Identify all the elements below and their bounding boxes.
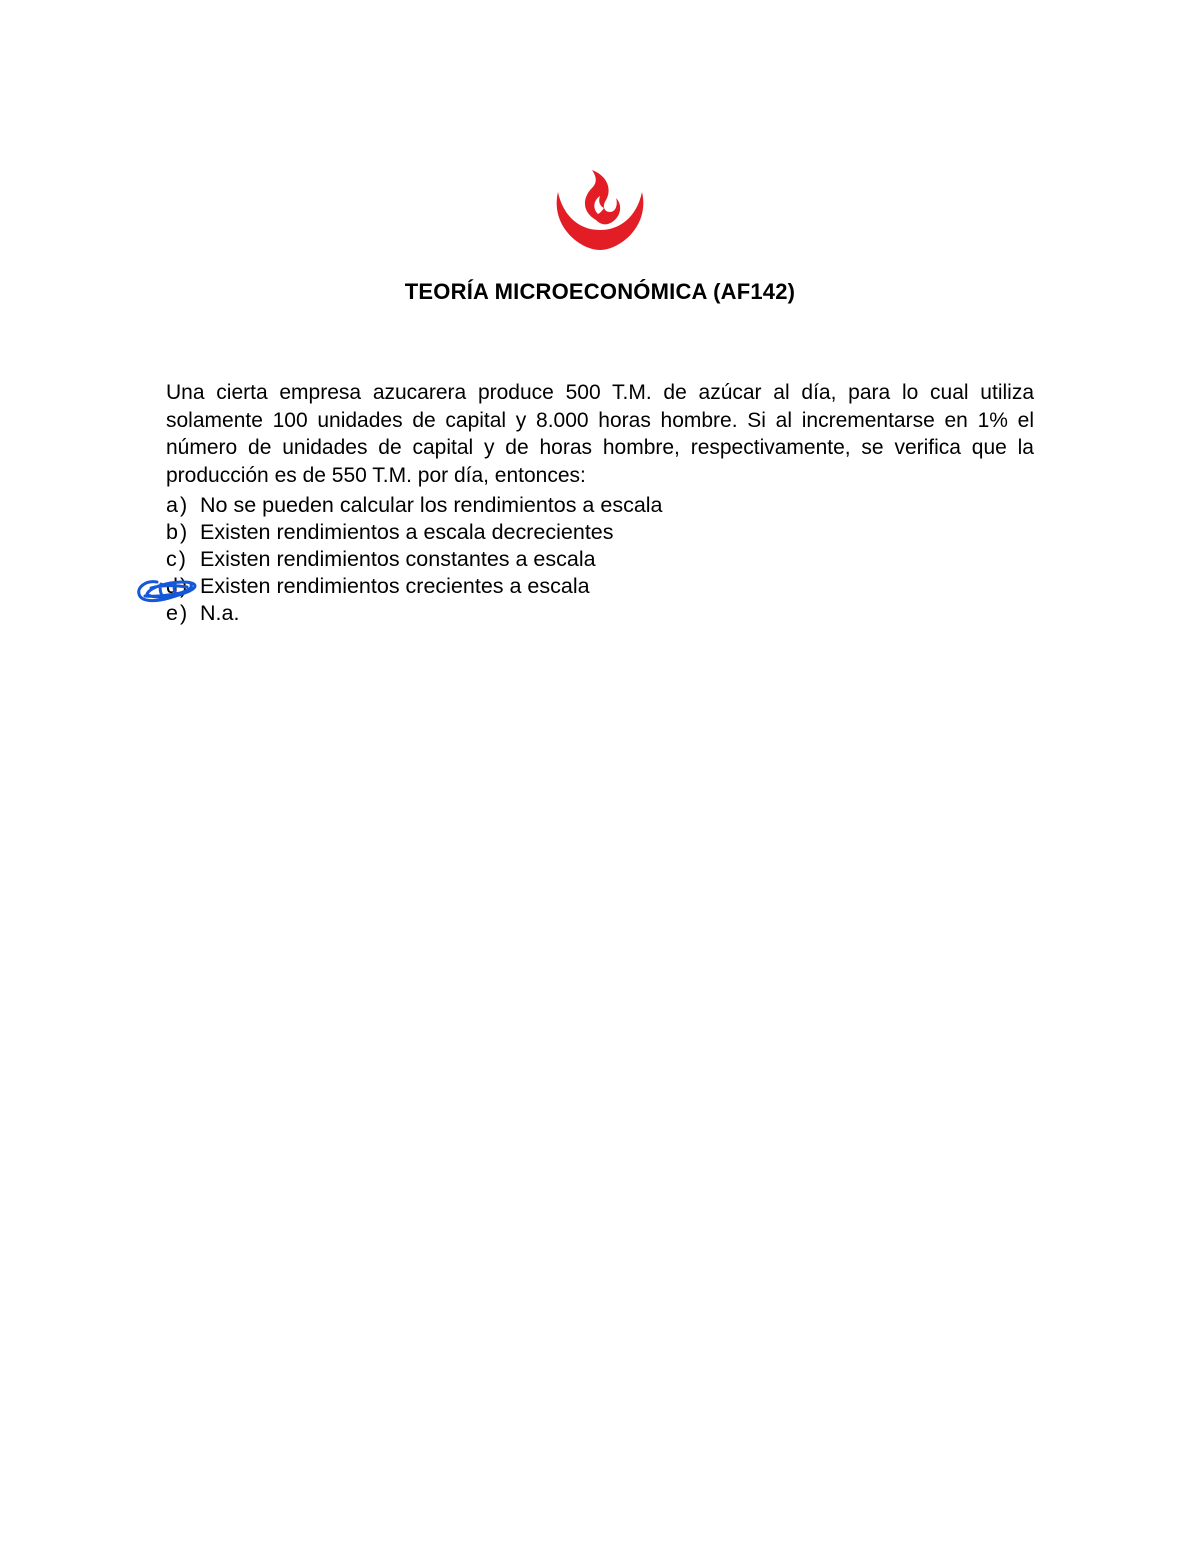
- option-text: Existen rendimientos a escala decrecientes: [200, 520, 614, 544]
- option-letter: d): [166, 574, 190, 598]
- option-d: [166, 573, 1034, 600]
- option-letter: b): [166, 520, 190, 544]
- option-letter: c): [166, 547, 188, 571]
- option-text: Existen rendimientos constantes a escala: [200, 547, 596, 571]
- option-text: N.a.: [200, 601, 240, 625]
- answer-options-list: [166, 492, 1034, 627]
- option-c: [166, 546, 1034, 573]
- option-letter: e): [166, 601, 190, 625]
- option-text: No se pueden calcular los rendimientos a escala: [200, 493, 663, 517]
- option-text: Existen rendimientos crecientes a escala: [200, 574, 590, 598]
- handwritten-scribble-icon: [135, 576, 201, 606]
- option-e: [166, 600, 1034, 627]
- option-letter: a): [166, 493, 190, 517]
- question-text: Una cierta empresa azucarera produce 500 T.M. de azúcar al día, para lo cual utiliza solamente 100 unidades de capital y 8.000 horas hombre. Si al incrementarse en 1% el número de unidades de capital y de horas hombre, respectivamente, se verifica que la producción es de 550 T.M. por día, entonces:: [166, 381, 1034, 487]
- option-a: [166, 492, 1034, 519]
- document-title: TEORÍA MICROECONÓMICA (AF142): [404, 279, 796, 304]
- university-flame-logo-icon: [552, 168, 648, 252]
- option-b: [166, 519, 1034, 546]
